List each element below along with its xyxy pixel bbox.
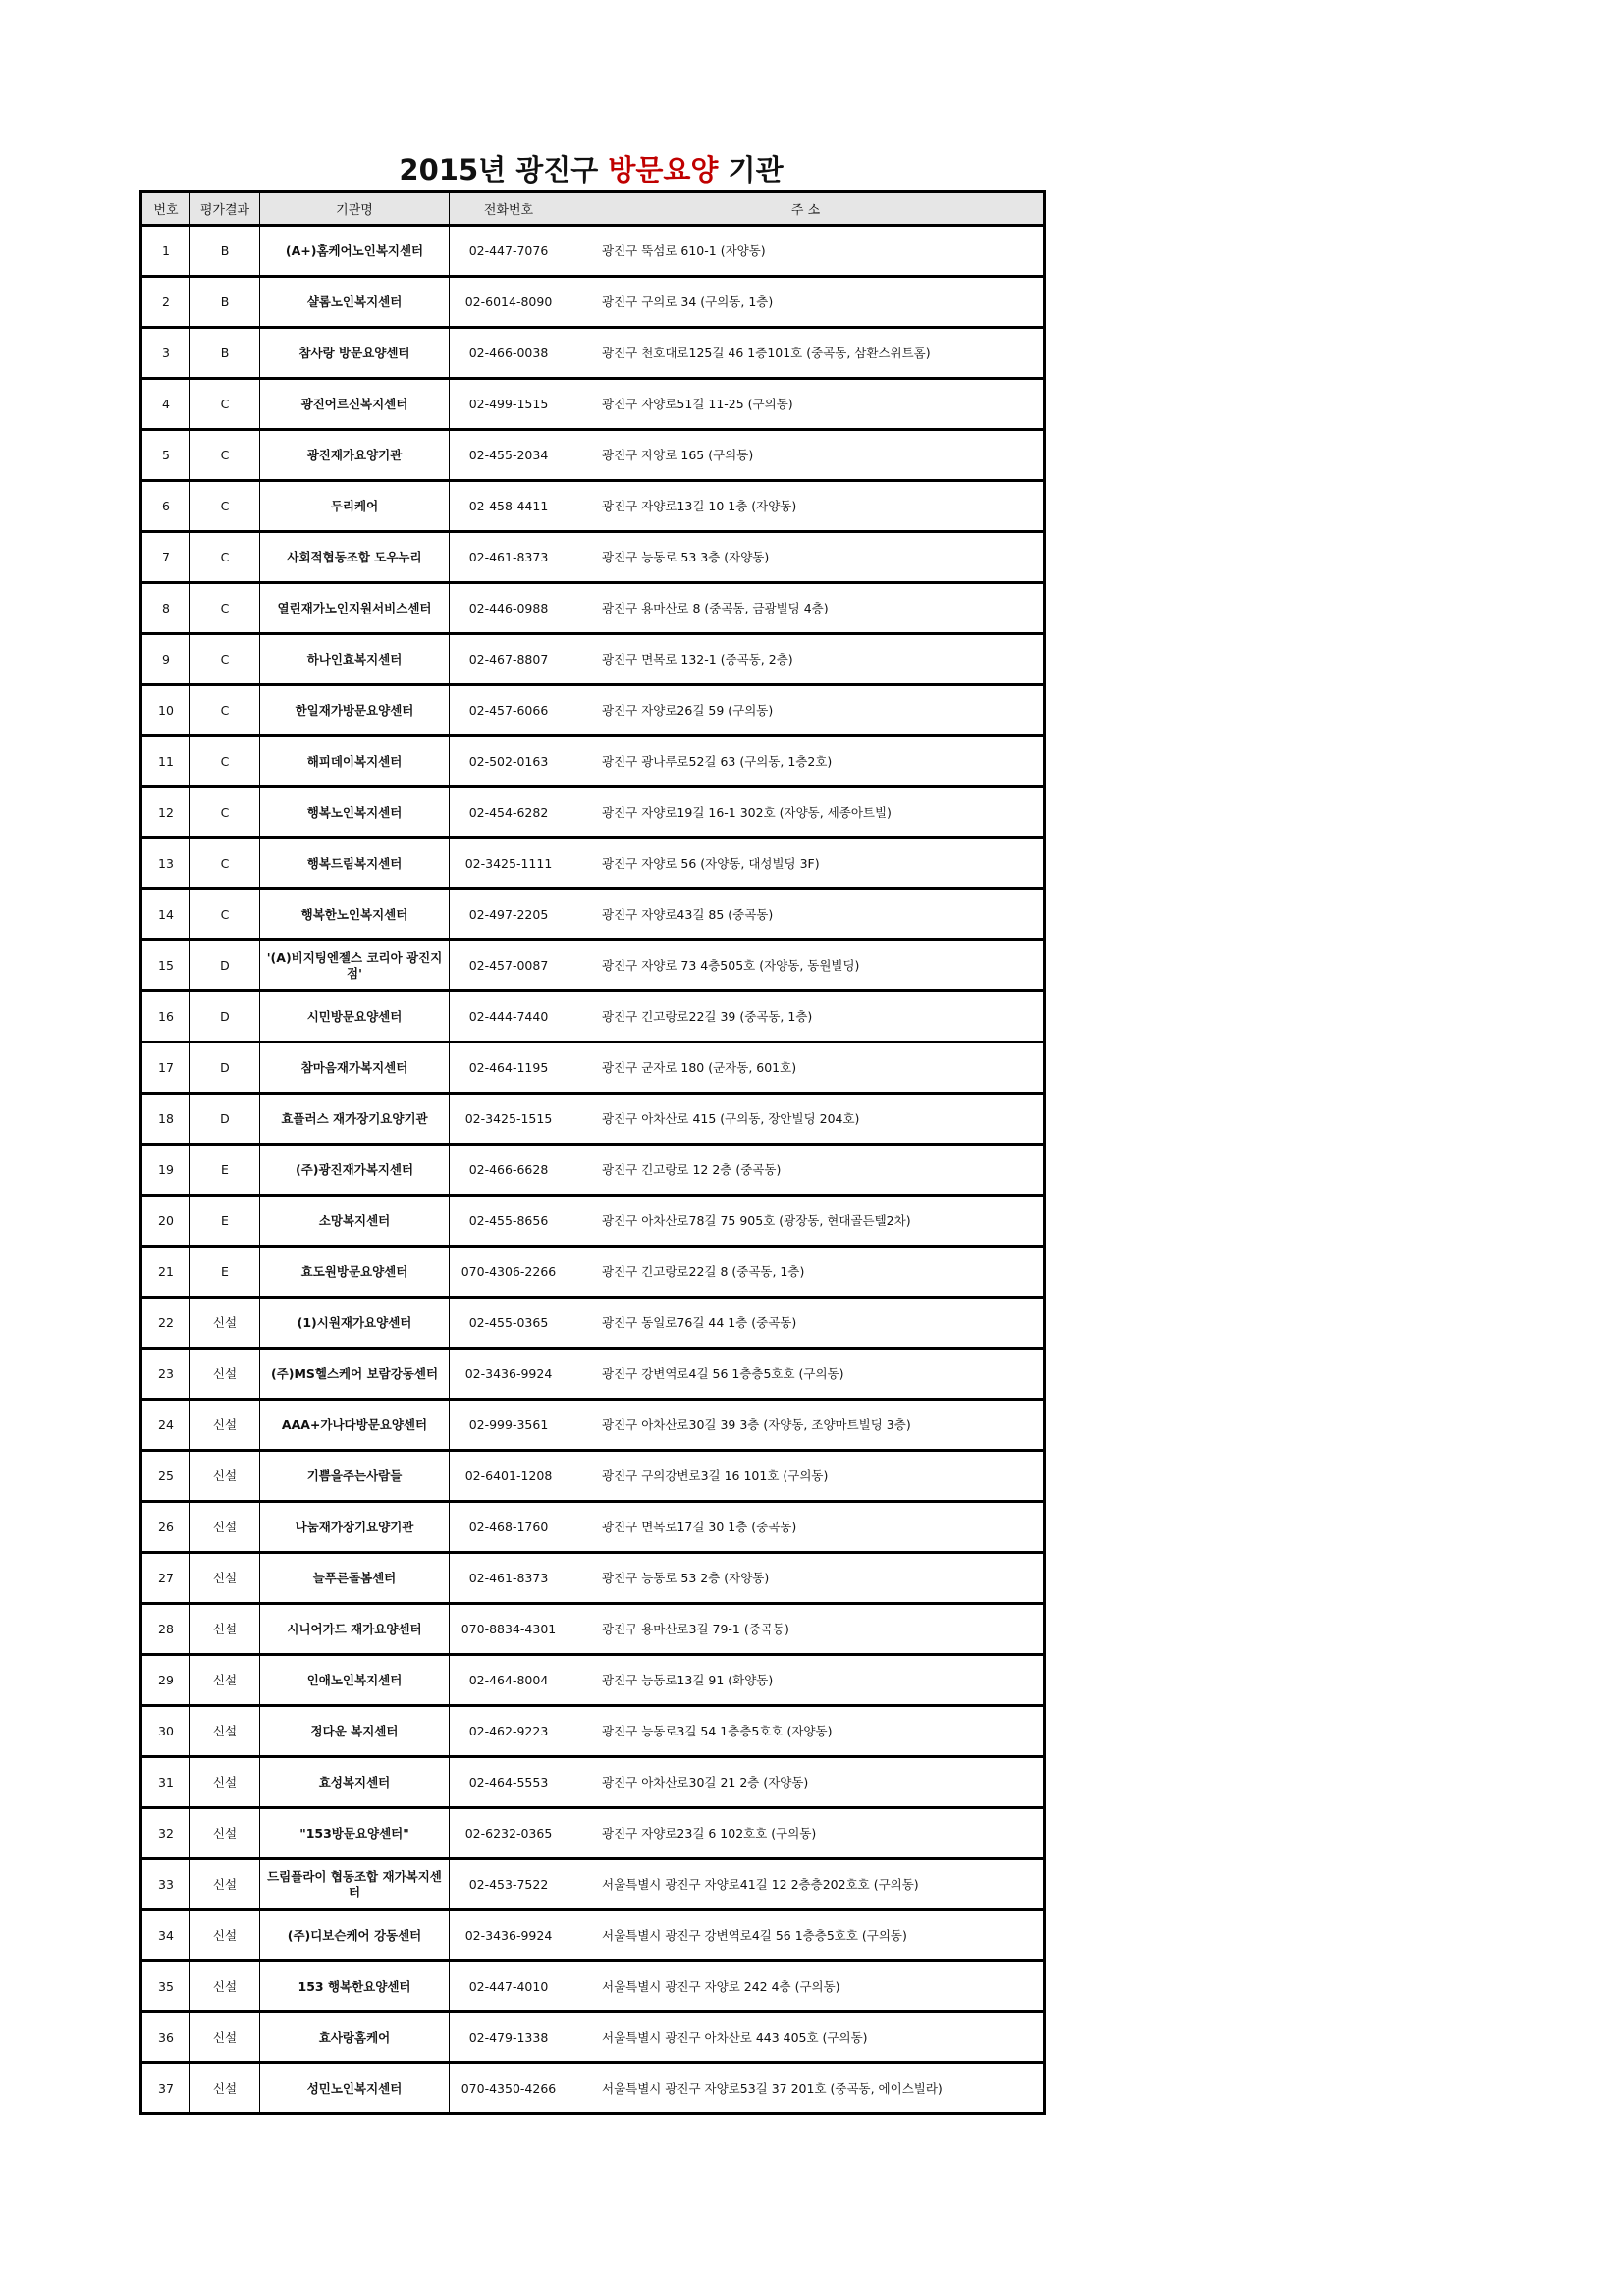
row-address: 광진구 천호대로125길 46 1층101호 (중곡동, 삼환스위트홈)	[568, 328, 1045, 379]
row-number: 35	[141, 1961, 190, 2012]
table-row	[141, 991, 1045, 1042]
row-phone: 02-6014-8090	[450, 277, 568, 328]
row-facility-name: 한일재가방문요양센터	[260, 685, 450, 736]
table-header-row	[141, 192, 1045, 226]
row-facility-name: 행복한노인복지센터	[260, 889, 450, 940]
row-address: 서울특별시 광진구 자양로 242 4층 (구의동)	[568, 1961, 1045, 2012]
row-facility-name: 정다운 복지센터	[260, 1706, 450, 1757]
row-facility-name: 성민노인복지센터	[260, 2063, 450, 2114]
row-facility-name: (주)MS헬스케어 보람강동센터	[260, 1349, 450, 1400]
row-grade: C	[190, 583, 260, 634]
row-number: 7	[141, 532, 190, 583]
table-row	[141, 1808, 1045, 1859]
row-number: 37	[141, 2063, 190, 2114]
row-facility-name: (주)광진재가복지센터	[260, 1145, 450, 1196]
row-facility-name: 효도원방문요양센터	[260, 1247, 450, 1298]
row-grade: D	[190, 991, 260, 1042]
row-phone: 02-464-8004	[450, 1655, 568, 1706]
row-grade: E	[190, 1196, 260, 1247]
row-phone: 02-461-8373	[450, 532, 568, 583]
row-grade: 신설	[190, 1910, 260, 1961]
row-phone: 02-502-0163	[450, 736, 568, 787]
row-phone: 02-458-4411	[450, 481, 568, 532]
table-row	[141, 1042, 1045, 1094]
row-number: 13	[141, 838, 190, 889]
row-phone: 02-6232-0365	[450, 1808, 568, 1859]
row-phone: 02-454-6282	[450, 787, 568, 838]
table-row	[141, 1910, 1045, 1961]
row-number: 25	[141, 1451, 190, 1502]
header-number: 번호	[141, 192, 190, 226]
table-row	[141, 1961, 1045, 2012]
row-facility-name: 열린재가노인지원서비스센터	[260, 583, 450, 634]
row-number: 18	[141, 1094, 190, 1145]
row-address: 광진구 아차산로78길 75 905호 (광장동, 현대골든텔2차)	[568, 1196, 1045, 1247]
table-row	[141, 685, 1045, 736]
row-facility-name: 광진재가요양기관	[260, 430, 450, 481]
row-phone: 02-497-2205	[450, 889, 568, 940]
row-facility-name: 시니어가드 재가요양센터	[260, 1604, 450, 1655]
row-address: 광진구 자양로19길 16-1 302호 (자양동, 세종아트빌)	[568, 787, 1045, 838]
row-grade: 신설	[190, 2012, 260, 2063]
row-phone: 02-453-7522	[450, 1859, 568, 1910]
table-row	[141, 1298, 1045, 1349]
row-number: 3	[141, 328, 190, 379]
row-facility-name: 하나인효복지센터	[260, 634, 450, 685]
row-address: 광진구 구의강변로3길 16 101호 (구의동)	[568, 1451, 1045, 1502]
row-phone: 02-3436-9924	[450, 1910, 568, 1961]
row-facility-name: "153방문요양센터"	[260, 1808, 450, 1859]
table-row	[141, 1859, 1045, 1910]
row-facility-name: 나눔재가장기요양기관	[260, 1502, 450, 1553]
row-grade: 신설	[190, 1604, 260, 1655]
row-grade: D	[190, 940, 260, 991]
table-row	[141, 889, 1045, 940]
row-phone: 02-466-6628	[450, 1145, 568, 1196]
row-phone: 02-447-7076	[450, 226, 568, 277]
row-phone: 02-462-9223	[450, 1706, 568, 1757]
row-address: 서울특별시 광진구 자양로41길 12 2층층202호호 (구의동)	[568, 1859, 1045, 1910]
title-accent: 방문요양	[608, 153, 719, 187]
row-phone: 02-455-8656	[450, 1196, 568, 1247]
row-phone: 02-464-1195	[450, 1042, 568, 1094]
row-address: 광진구 자양로23길 6 102호호 (구의동)	[568, 1808, 1045, 1859]
row-address: 서울특별시 광진구 강변역로4길 56 1층층5호호 (구의동)	[568, 1910, 1045, 1961]
row-address: 광진구 자양로51길 11-25 (구의동)	[568, 379, 1045, 430]
row-address: 광진구 광나루로52길 63 (구의동, 1층2호)	[568, 736, 1045, 787]
row-phone: 070-4306-2266	[450, 1247, 568, 1298]
table-row	[141, 940, 1045, 991]
row-facility-name: '(A)비지팅엔젤스 코리아 광진지점'	[260, 940, 450, 991]
row-phone: 02-455-0365	[450, 1298, 568, 1349]
row-number: 31	[141, 1757, 190, 1808]
row-grade: E	[190, 1247, 260, 1298]
row-address: 광진구 동일로76길 44 1층 (중곡동)	[568, 1298, 1045, 1349]
row-number: 12	[141, 787, 190, 838]
row-number: 20	[141, 1196, 190, 1247]
row-grade: C	[190, 889, 260, 940]
row-address: 광진구 자양로 73 4층505호 (자양동, 동원빌딩)	[568, 940, 1045, 991]
row-address: 광진구 자양로26길 59 (구의동)	[568, 685, 1045, 736]
row-address: 광진구 용마산로 8 (중곡동, 금광빌딩 4층)	[568, 583, 1045, 634]
table-row	[141, 2063, 1045, 2114]
row-facility-name: 효성복지센터	[260, 1757, 450, 1808]
row-phone: 02-461-8373	[450, 1553, 568, 1604]
row-grade: C	[190, 430, 260, 481]
table-row	[141, 1094, 1045, 1145]
row-number: 14	[141, 889, 190, 940]
row-address: 광진구 뚝섬로 610-1 (자양동)	[568, 226, 1045, 277]
row-number: 33	[141, 1859, 190, 1910]
row-grade: C	[190, 379, 260, 430]
row-grade: C	[190, 634, 260, 685]
row-grade: B	[190, 328, 260, 379]
row-grade: C	[190, 787, 260, 838]
row-grade: 신설	[190, 1808, 260, 1859]
row-grade: 신설	[190, 1757, 260, 1808]
row-grade: 신설	[190, 1349, 260, 1400]
row-phone: 070-4350-4266	[450, 2063, 568, 2114]
table-row	[141, 1553, 1045, 1604]
row-number: 19	[141, 1145, 190, 1196]
row-facility-name: (주)디보슨케어 강동센터	[260, 1910, 450, 1961]
row-facility-name: 참마음재가복지센터	[260, 1042, 450, 1094]
table-row	[141, 532, 1045, 583]
row-grade: 신설	[190, 1553, 260, 1604]
row-phone: 02-3425-1111	[450, 838, 568, 889]
row-grade: D	[190, 1042, 260, 1094]
row-phone: 02-3425-1515	[450, 1094, 568, 1145]
row-number: 29	[141, 1655, 190, 1706]
row-phone: 02-3436-9924	[450, 1349, 568, 1400]
row-facility-name: 행복드림복지센터	[260, 838, 450, 889]
row-number: 16	[141, 991, 190, 1042]
row-facility-name: 시민방문요양센터	[260, 991, 450, 1042]
row-address: 광진구 자양로43길 85 (중곡동)	[568, 889, 1045, 940]
row-grade: 신설	[190, 1961, 260, 2012]
row-number: 30	[141, 1706, 190, 1757]
row-grade: B	[190, 226, 260, 277]
row-address: 광진구 군자로 180 (군자동, 601호)	[568, 1042, 1045, 1094]
row-number: 2	[141, 277, 190, 328]
row-address: 광진구 긴고랑로22길 8 (중곡동, 1층)	[568, 1247, 1045, 1298]
table-row	[141, 379, 1045, 430]
row-number: 15	[141, 940, 190, 991]
row-number: 24	[141, 1400, 190, 1451]
table-row	[141, 1400, 1045, 1451]
row-facility-name: 늘푸른돌봄센터	[260, 1553, 450, 1604]
row-phone: 02-466-0038	[450, 328, 568, 379]
facility-table	[139, 190, 1046, 2115]
row-facility-name: 소망복지센터	[260, 1196, 450, 1247]
row-phone: 02-457-0087	[450, 940, 568, 991]
row-number: 34	[141, 1910, 190, 1961]
row-grade: C	[190, 685, 260, 736]
row-grade: 신설	[190, 1451, 260, 1502]
row-number: 1	[141, 226, 190, 277]
row-number: 32	[141, 1808, 190, 1859]
row-number: 4	[141, 379, 190, 430]
row-number: 36	[141, 2012, 190, 2063]
row-grade: C	[190, 481, 260, 532]
table-row	[141, 2012, 1045, 2063]
table-row	[141, 226, 1045, 277]
row-number: 23	[141, 1349, 190, 1400]
row-address: 광진구 강변역로4길 56 1층층5호호 (구의동)	[568, 1349, 1045, 1400]
row-address: 광진구 자양로 56 (자양동, 대성빌딩 3F)	[568, 838, 1045, 889]
row-address: 광진구 능동로13길 91 (화양동)	[568, 1655, 1045, 1706]
row-grade: C	[190, 532, 260, 583]
row-address: 광진구 능동로 53 2층 (자양동)	[568, 1553, 1045, 1604]
row-phone: 02-999-3561	[450, 1400, 568, 1451]
table-row	[141, 1757, 1045, 1808]
table-body	[141, 226, 1045, 2114]
row-facility-name: AAA+가나다방문요양센터	[260, 1400, 450, 1451]
row-address: 광진구 능동로 53 3층 (자양동)	[568, 532, 1045, 583]
row-phone: 070-8834-4301	[450, 1604, 568, 1655]
row-grade: 신설	[190, 1502, 260, 1553]
row-number: 8	[141, 583, 190, 634]
table-row	[141, 1247, 1045, 1298]
row-grade: 신설	[190, 1400, 260, 1451]
row-phone: 02-467-8807	[450, 634, 568, 685]
row-address: 광진구 자양로 165 (구의동)	[568, 430, 1045, 481]
row-address: 광진구 아차산로 415 (구의동, 장안빌딩 204호)	[568, 1094, 1045, 1145]
header-phone: 전화번호	[450, 192, 568, 226]
table-row	[141, 787, 1045, 838]
row-phone: 02-455-2034	[450, 430, 568, 481]
row-number: 26	[141, 1502, 190, 1553]
row-facility-name: 153 행복한요양센터	[260, 1961, 450, 2012]
row-phone: 02-464-5553	[450, 1757, 568, 1808]
row-facility-name: 인애노인복지센터	[260, 1655, 450, 1706]
row-number: 5	[141, 430, 190, 481]
row-number: 21	[141, 1247, 190, 1298]
row-address: 광진구 긴고랑로22길 39 (중곡동, 1층)	[568, 991, 1045, 1042]
row-number: 9	[141, 634, 190, 685]
row-grade: 신설	[190, 2063, 260, 2114]
row-facility-name: (1)시원재가요양센터	[260, 1298, 450, 1349]
row-facility-name: 샬롬노인복지센터	[260, 277, 450, 328]
row-phone: 02-444-7440	[450, 991, 568, 1042]
row-address: 서울특별시 광진구 자양로53길 37 201호 (중곡동, 에이스빌라)	[568, 2063, 1045, 2114]
row-phone: 02-457-6066	[450, 685, 568, 736]
row-number: 22	[141, 1298, 190, 1349]
row-facility-name: (A+)홈케어노인복지센터	[260, 226, 450, 277]
table-row	[141, 430, 1045, 481]
row-phone: 02-447-4010	[450, 1961, 568, 2012]
row-grade: B	[190, 277, 260, 328]
row-facility-name: 두리케어	[260, 481, 450, 532]
row-grade: C	[190, 736, 260, 787]
title-part1: 2015년 광진구	[399, 153, 609, 187]
row-phone: 02-6401-1208	[450, 1451, 568, 1502]
table-row	[141, 1451, 1045, 1502]
row-grade: C	[190, 838, 260, 889]
row-number: 27	[141, 1553, 190, 1604]
header-facility-name: 기관명	[260, 192, 450, 226]
header-grade: 평가결과	[190, 192, 260, 226]
table-row	[141, 1196, 1045, 1247]
title-part2: 기관	[718, 153, 784, 187]
row-address: 광진구 용마산로3길 79-1 (중곡동)	[568, 1604, 1045, 1655]
row-address: 광진구 자양로13길 10 1층 (자양동)	[568, 481, 1045, 532]
row-facility-name: 참사랑 방문요양센터	[260, 328, 450, 379]
table-row	[141, 328, 1045, 379]
row-facility-name: 효플러스 재가장기요양기관	[260, 1094, 450, 1145]
row-address: 광진구 긴고랑로 12 2층 (중곡동)	[568, 1145, 1045, 1196]
table-row	[141, 1502, 1045, 1553]
row-grade: E	[190, 1145, 260, 1196]
row-grade: 신설	[190, 1655, 260, 1706]
row-address: 광진구 아차산로30길 21 2층 (자양동)	[568, 1757, 1045, 1808]
row-phone: 02-468-1760	[450, 1502, 568, 1553]
table-row	[141, 583, 1045, 634]
row-phone: 02-499-1515	[450, 379, 568, 430]
row-address: 광진구 아차산로30길 39 3층 (자양동, 조양마트빌딩 3층)	[568, 1400, 1045, 1451]
table-row	[141, 1655, 1045, 1706]
row-address: 서울특별시 광진구 아차산로 443 405호 (구의동)	[568, 2012, 1045, 2063]
row-grade: 신설	[190, 1706, 260, 1757]
row-grade: D	[190, 1094, 260, 1145]
row-facility-name: 기쁨을주는사람들	[260, 1451, 450, 1502]
row-grade: 신설	[190, 1298, 260, 1349]
table-row	[141, 1604, 1045, 1655]
row-facility-name: 광진어르신복지센터	[260, 379, 450, 430]
table-row	[141, 736, 1045, 787]
row-address: 광진구 능동로3길 54 1층층5호호 (자양동)	[568, 1706, 1045, 1757]
row-facility-name: 사회적협동조합 도우누리	[260, 532, 450, 583]
table-row	[141, 838, 1045, 889]
row-address: 광진구 면목로17길 30 1층 (중곡동)	[568, 1502, 1045, 1553]
row-phone: 02-446-0988	[450, 583, 568, 634]
header-address: 주 소	[568, 192, 1045, 226]
row-grade: 신설	[190, 1859, 260, 1910]
table-row	[141, 634, 1045, 685]
page-title	[139, 147, 1043, 192]
row-facility-name: 효사랑홈케어	[260, 2012, 450, 2063]
table-row	[141, 277, 1045, 328]
row-address: 광진구 구의로 34 (구의동, 1층)	[568, 277, 1045, 328]
row-number: 28	[141, 1604, 190, 1655]
row-phone: 02-479-1338	[450, 2012, 568, 2063]
row-number: 6	[141, 481, 190, 532]
table-row	[141, 1706, 1045, 1757]
row-facility-name: 해피데이복지센터	[260, 736, 450, 787]
row-address: 광진구 면목로 132-1 (중곡동, 2층)	[568, 634, 1045, 685]
row-number: 10	[141, 685, 190, 736]
table-row	[141, 1145, 1045, 1196]
row-number: 11	[141, 736, 190, 787]
row-number: 17	[141, 1042, 190, 1094]
row-facility-name: 행복노인복지센터	[260, 787, 450, 838]
table-row	[141, 1349, 1045, 1400]
row-facility-name: 드림플라이 협동조합 재가복지센터	[260, 1859, 450, 1910]
table-row	[141, 481, 1045, 532]
